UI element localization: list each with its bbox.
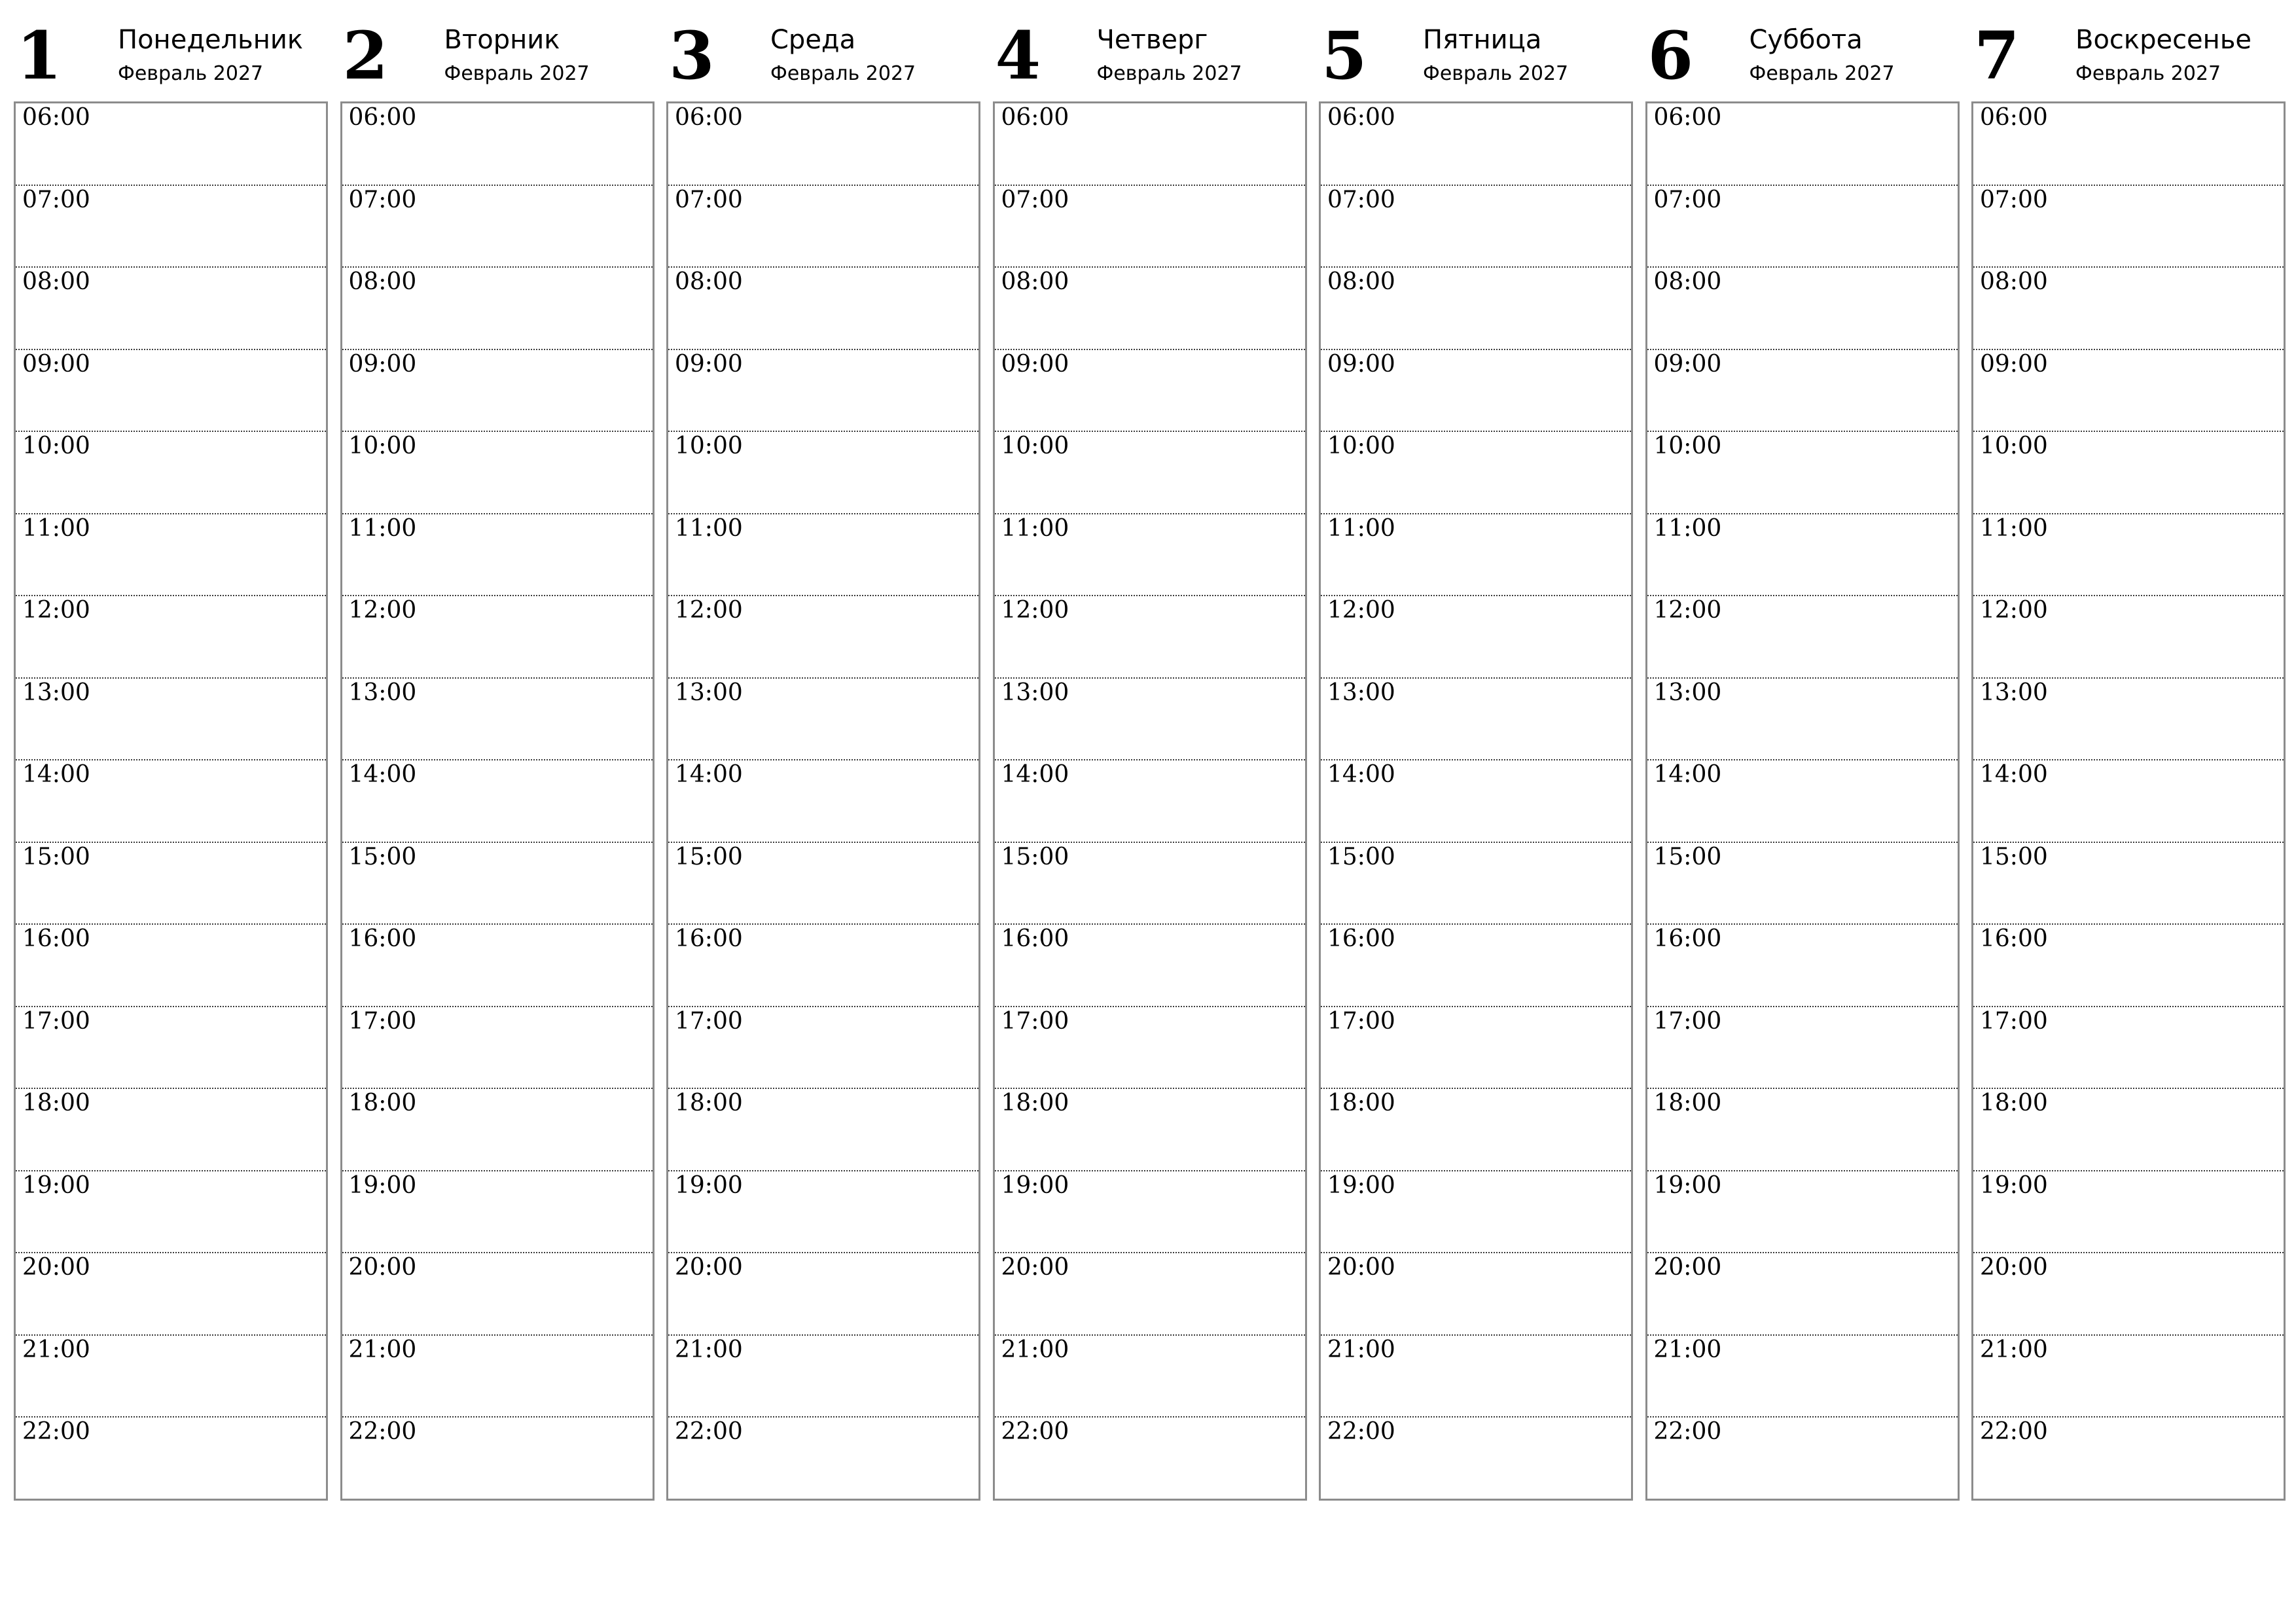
- hour-label: 17:00: [1980, 1007, 2048, 1035]
- hour-slot[interactable]: [995, 103, 1305, 186]
- hour-label: 20:00: [1001, 1254, 1069, 1281]
- hour-label: 07:00: [1980, 186, 2048, 213]
- day-number: 2: [342, 17, 389, 94]
- hour-slot[interactable]: [995, 350, 1305, 433]
- hour-label: 20:00: [675, 1254, 743, 1281]
- hour-label: 15:00: [348, 843, 417, 870]
- hour-label: 11:00: [1980, 514, 2048, 542]
- day-column: [993, 0, 1307, 1505]
- hour-slot[interactable]: [1647, 596, 1958, 679]
- hour-label: 07:00: [675, 186, 743, 213]
- hour-grid: [1971, 101, 2286, 1501]
- hour-label: 08:00: [348, 268, 417, 295]
- hour-label: 12:00: [1980, 597, 2048, 624]
- day-month-label: Февраль 2027: [1749, 62, 1895, 85]
- day-column: [340, 0, 655, 1505]
- hour-label: 16:00: [1001, 925, 1069, 952]
- hour-label: 09:00: [1653, 350, 1722, 378]
- hour-slot[interactable]: [995, 1336, 1305, 1418]
- hour-slot[interactable]: [1973, 103, 2284, 186]
- hour-slot[interactable]: [1321, 350, 1631, 433]
- hour-slot[interactable]: [668, 679, 978, 761]
- hour-slot[interactable]: [668, 186, 978, 268]
- hour-slot[interactable]: [995, 432, 1305, 514]
- hour-slot[interactable]: [1647, 843, 1958, 925]
- hour-slot[interactable]: [342, 1089, 653, 1171]
- hour-slot[interactable]: [668, 760, 978, 843]
- hour-label: 21:00: [1327, 1336, 1395, 1363]
- hour-slot[interactable]: [342, 350, 653, 433]
- day-month-label: Февраль 2027: [2075, 62, 2221, 85]
- hour-grid: [340, 101, 655, 1501]
- hour-label: 10:00: [1001, 433, 1069, 459]
- hour-label: 14:00: [1327, 761, 1395, 788]
- hour-slot[interactable]: [1321, 1171, 1631, 1254]
- hour-label: 10:00: [1653, 433, 1722, 459]
- hour-slot[interactable]: [995, 1253, 1305, 1336]
- hour-slot[interactable]: [1647, 1418, 1958, 1500]
- hour-label: 15:00: [1001, 843, 1069, 870]
- hour-label: 17:00: [1653, 1007, 1722, 1035]
- day-name: Пятница: [1423, 25, 1542, 55]
- hour-slot[interactable]: [1973, 1336, 2284, 1418]
- hour-slot[interactable]: [995, 1007, 1305, 1090]
- hour-label: 14:00: [1980, 761, 2048, 788]
- hour-label: 09:00: [1980, 350, 2048, 378]
- hour-label: 18:00: [22, 1090, 90, 1116]
- hour-slot[interactable]: [1321, 103, 1631, 186]
- hour-label: 16:00: [1980, 925, 2048, 952]
- hour-label: 15:00: [1980, 843, 2048, 870]
- day-name: Вторник: [444, 25, 560, 55]
- day-number: 6: [1647, 17, 1694, 94]
- hour-slot[interactable]: [342, 925, 653, 1007]
- hour-label: 18:00: [1001, 1090, 1069, 1116]
- hour-slot[interactable]: [668, 1336, 978, 1418]
- hour-label: 13:00: [1653, 679, 1722, 706]
- hour-label: 16:00: [1653, 925, 1722, 952]
- hour-slot[interactable]: [1647, 432, 1958, 514]
- hour-slot[interactable]: [1973, 679, 2284, 761]
- hour-label: 10:00: [348, 433, 417, 459]
- hour-label: 15:00: [1653, 843, 1722, 870]
- hour-label: 22:00: [1327, 1418, 1395, 1445]
- hour-label: 10:00: [1980, 433, 2048, 459]
- hour-slot[interactable]: [1973, 268, 2284, 350]
- hour-label: 17:00: [1001, 1007, 1069, 1035]
- day-column: [1971, 0, 2286, 1505]
- hour-slot[interactable]: [16, 1007, 326, 1090]
- hour-slot[interactable]: [342, 1007, 653, 1090]
- hour-grid: [1319, 101, 1633, 1501]
- hour-label: 08:00: [1327, 268, 1395, 295]
- hour-label: 19:00: [1001, 1171, 1069, 1199]
- hour-slot[interactable]: [995, 843, 1305, 925]
- hour-slot[interactable]: [1973, 760, 2284, 843]
- hour-label: 20:00: [1980, 1254, 2048, 1281]
- hour-label: 21:00: [1001, 1336, 1069, 1363]
- hour-slot[interactable]: [342, 432, 653, 514]
- hour-slot[interactable]: [995, 268, 1305, 350]
- day-name: Суббота: [1749, 25, 1863, 55]
- hour-slot[interactable]: [668, 843, 978, 925]
- hour-slot[interactable]: [342, 103, 653, 186]
- hour-label: 17:00: [348, 1007, 417, 1035]
- hour-label: 19:00: [1653, 1171, 1722, 1199]
- hour-slot[interactable]: [1321, 1253, 1631, 1336]
- day-number: 4: [995, 17, 1041, 94]
- day-column: [1319, 0, 1633, 1505]
- hour-slot[interactable]: [342, 1171, 653, 1254]
- hour-slot[interactable]: [342, 1418, 653, 1500]
- hour-label: 10:00: [22, 433, 90, 459]
- hour-label: 07:00: [1653, 186, 1722, 213]
- day-column: [14, 0, 328, 1505]
- hour-label: 13:00: [348, 679, 417, 706]
- hour-label: 14:00: [22, 761, 90, 788]
- hour-slot[interactable]: [668, 1171, 978, 1254]
- hour-label: 10:00: [675, 433, 743, 459]
- hour-label: 12:00: [348, 597, 417, 624]
- hour-label: 13:00: [675, 679, 743, 706]
- hour-slot[interactable]: [1321, 186, 1631, 268]
- hour-label: 20:00: [22, 1254, 90, 1281]
- day-number: 5: [1321, 17, 1367, 94]
- hour-slot[interactable]: [1321, 1007, 1631, 1090]
- hour-label: 11:00: [1327, 514, 1395, 542]
- hour-label: 13:00: [1327, 679, 1395, 706]
- hour-label: 16:00: [348, 925, 417, 952]
- hour-slot[interactable]: [16, 1171, 326, 1254]
- hour-label: 08:00: [1653, 268, 1722, 295]
- hour-label: 18:00: [348, 1090, 417, 1116]
- day-number: 3: [669, 17, 715, 94]
- hour-slot[interactable]: [668, 432, 978, 514]
- hour-label: 21:00: [675, 1336, 743, 1363]
- hour-label: 14:00: [348, 761, 417, 788]
- day-column: [1645, 0, 1960, 1505]
- hour-slot[interactable]: [1647, 186, 1958, 268]
- hour-slot[interactable]: [16, 1253, 326, 1336]
- hour-slot[interactable]: [1973, 925, 2284, 1007]
- hour-label: 07:00: [348, 186, 417, 213]
- hour-slot[interactable]: [668, 1089, 978, 1171]
- hour-label: 16:00: [675, 925, 743, 952]
- hour-label: 21:00: [1980, 1336, 2048, 1363]
- hour-label: 08:00: [1001, 268, 1069, 295]
- hour-slot[interactable]: [1647, 1171, 1958, 1254]
- hour-slot[interactable]: [342, 596, 653, 679]
- hour-slot[interactable]: [342, 679, 653, 761]
- hour-label: 15:00: [1327, 843, 1395, 870]
- hour-label: 06:00: [22, 104, 90, 131]
- hour-label: 06:00: [1327, 104, 1395, 131]
- hour-label: 22:00: [1980, 1418, 2048, 1445]
- hour-label: 12:00: [1327, 597, 1395, 624]
- hour-label: 17:00: [675, 1007, 743, 1035]
- hour-label: 07:00: [1327, 186, 1395, 213]
- hour-label: 14:00: [675, 761, 743, 788]
- day-name: Воскресенье: [2075, 25, 2252, 55]
- hour-slot[interactable]: [16, 1089, 326, 1171]
- hour-label: 21:00: [1653, 1336, 1722, 1363]
- hour-label: 12:00: [1001, 597, 1069, 624]
- hour-label: 07:00: [22, 186, 90, 213]
- hour-label: 13:00: [1001, 679, 1069, 706]
- hour-label: 22:00: [1653, 1418, 1722, 1445]
- day-number: 7: [1974, 17, 2020, 94]
- hour-label: 12:00: [22, 597, 90, 624]
- hour-slot[interactable]: [1647, 1253, 1958, 1336]
- hour-slot[interactable]: [1647, 350, 1958, 433]
- day-month-label: Февраль 2027: [118, 62, 264, 85]
- hour-label: 09:00: [675, 350, 743, 378]
- hour-label: 18:00: [1653, 1090, 1722, 1116]
- hour-slot[interactable]: [16, 1418, 326, 1500]
- hour-slot[interactable]: [16, 103, 326, 186]
- hour-slot[interactable]: [1321, 268, 1631, 350]
- hour-slot[interactable]: [1321, 760, 1631, 843]
- hour-label: 10:00: [1327, 433, 1395, 459]
- hour-slot[interactable]: [16, 514, 326, 597]
- hour-label: 14:00: [1653, 761, 1722, 788]
- hour-label: 19:00: [1980, 1171, 2048, 1199]
- hour-slot[interactable]: [668, 514, 978, 597]
- hour-slot[interactable]: [1647, 103, 1958, 186]
- hour-slot[interactable]: [668, 1007, 978, 1090]
- hour-slot[interactable]: [342, 186, 653, 268]
- hour-label: 20:00: [1653, 1254, 1722, 1281]
- hour-label: 19:00: [1327, 1171, 1395, 1199]
- hour-label: 18:00: [1327, 1090, 1395, 1116]
- day-month-label: Февраль 2027: [444, 62, 590, 85]
- hour-slot[interactable]: [1647, 760, 1958, 843]
- hour-label: 08:00: [675, 268, 743, 295]
- hour-slot[interactable]: [995, 1418, 1305, 1500]
- hour-slot[interactable]: [16, 843, 326, 925]
- hour-slot[interactable]: [1973, 1171, 2284, 1254]
- hour-label: 13:00: [22, 679, 90, 706]
- hour-label: 06:00: [348, 104, 417, 131]
- hour-slot[interactable]: [1647, 1336, 1958, 1418]
- hour-slot[interactable]: [1973, 1253, 2284, 1336]
- hour-slot[interactable]: [668, 268, 978, 350]
- hour-slot[interactable]: [668, 596, 978, 679]
- hour-label: 07:00: [1001, 186, 1069, 213]
- hour-slot[interactable]: [668, 1418, 978, 1500]
- hour-label: 19:00: [348, 1171, 417, 1199]
- hour-label: 08:00: [22, 268, 90, 295]
- hour-label: 06:00: [675, 104, 743, 131]
- hour-slot[interactable]: [1973, 1418, 2284, 1500]
- hour-label: 22:00: [348, 1418, 417, 1445]
- hour-slot[interactable]: [1973, 1007, 2284, 1090]
- hour-label: 11:00: [1001, 514, 1069, 542]
- hour-label: 18:00: [675, 1090, 743, 1116]
- hour-label: 20:00: [1327, 1254, 1395, 1281]
- day-month-label: Февраль 2027: [770, 62, 916, 85]
- hour-label: 22:00: [22, 1418, 90, 1445]
- day-name: Понедельник: [118, 25, 304, 55]
- hour-label: 09:00: [348, 350, 417, 378]
- hour-slot[interactable]: [1647, 268, 1958, 350]
- hour-slot[interactable]: [1321, 432, 1631, 514]
- hour-slot[interactable]: [668, 350, 978, 433]
- hour-slot[interactable]: [1321, 925, 1631, 1007]
- hour-grid: [14, 101, 328, 1501]
- hour-label: 21:00: [22, 1336, 90, 1363]
- hour-label: 22:00: [1001, 1418, 1069, 1445]
- hour-label: 06:00: [1001, 104, 1069, 131]
- day-name: Среда: [770, 25, 856, 55]
- hour-label: 22:00: [675, 1418, 743, 1445]
- hour-label: 16:00: [22, 925, 90, 952]
- hour-slot[interactable]: [1647, 514, 1958, 597]
- hour-slot[interactable]: [995, 596, 1305, 679]
- hour-slot[interactable]: [16, 268, 326, 350]
- hour-slot[interactable]: [1973, 514, 2284, 597]
- day-month-label: Февраль 2027: [1423, 62, 1569, 85]
- hour-slot[interactable]: [342, 1336, 653, 1418]
- hour-slot[interactable]: [342, 760, 653, 843]
- hour-slot[interactable]: [1647, 679, 1958, 761]
- hour-slot[interactable]: [1647, 1089, 1958, 1171]
- hour-label: 09:00: [1001, 350, 1069, 378]
- hour-slot[interactable]: [1973, 350, 2284, 433]
- hour-slot[interactable]: [342, 1253, 653, 1336]
- hour-slot[interactable]: [16, 925, 326, 1007]
- hour-label: 11:00: [348, 514, 417, 542]
- hour-slot[interactable]: [16, 760, 326, 843]
- hour-label: 19:00: [675, 1171, 743, 1199]
- hour-slot[interactable]: [995, 925, 1305, 1007]
- hour-grid: [1645, 101, 1960, 1501]
- hour-slot[interactable]: [1973, 186, 2284, 268]
- hour-label: 13:00: [1980, 679, 2048, 706]
- hour-slot[interactable]: [342, 514, 653, 597]
- hour-label: 12:00: [1653, 597, 1722, 624]
- hour-slot[interactable]: [995, 1089, 1305, 1171]
- hour-label: 09:00: [1327, 350, 1395, 378]
- hour-slot[interactable]: [1321, 596, 1631, 679]
- hour-slot[interactable]: [668, 1253, 978, 1336]
- hour-slot[interactable]: [342, 843, 653, 925]
- hour-slot[interactable]: [16, 186, 326, 268]
- hour-slot[interactable]: [668, 925, 978, 1007]
- hour-slot[interactable]: [16, 596, 326, 679]
- hour-slot[interactable]: [1973, 596, 2284, 679]
- hour-slot[interactable]: [995, 514, 1305, 597]
- hour-slot[interactable]: [1647, 1007, 1958, 1090]
- hour-label: 06:00: [1653, 104, 1722, 131]
- hour-slot[interactable]: [16, 432, 326, 514]
- hour-label: 21:00: [348, 1336, 417, 1363]
- hour-label: 15:00: [675, 843, 743, 870]
- hour-slot[interactable]: [995, 1171, 1305, 1254]
- hour-slot[interactable]: [1321, 514, 1631, 597]
- hour-slot[interactable]: [16, 350, 326, 433]
- hour-label: 08:00: [1980, 268, 2048, 295]
- hour-label: 16:00: [1327, 925, 1395, 952]
- hour-slot[interactable]: [342, 268, 653, 350]
- day-number: 1: [16, 17, 62, 94]
- hour-slot[interactable]: [1321, 1418, 1631, 1500]
- hour-label: 14:00: [1001, 761, 1069, 788]
- hour-label: 15:00: [22, 843, 90, 870]
- hour-label: 19:00: [22, 1171, 90, 1199]
- hour-slot[interactable]: [1973, 1089, 2284, 1171]
- hour-label: 12:00: [675, 597, 743, 624]
- hour-grid: [666, 101, 980, 1501]
- hour-slot[interactable]: [1321, 1336, 1631, 1418]
- hour-slot[interactable]: [1321, 843, 1631, 925]
- hour-slot[interactable]: [1973, 843, 2284, 925]
- hour-slot[interactable]: [1973, 432, 2284, 514]
- hour-slot[interactable]: [16, 679, 326, 761]
- hour-slot[interactable]: [1647, 925, 1958, 1007]
- hour-label: 11:00: [22, 514, 90, 542]
- hour-slot[interactable]: [995, 679, 1305, 761]
- hour-slot[interactable]: [1321, 679, 1631, 761]
- day-name: Четверг: [1096, 25, 1208, 55]
- hour-grid: [993, 101, 1307, 1501]
- hour-label: 17:00: [1327, 1007, 1395, 1035]
- hour-label: 06:00: [1980, 104, 2048, 131]
- hour-label: 11:00: [675, 514, 743, 542]
- hour-label: 18:00: [1980, 1090, 2048, 1116]
- hour-slot[interactable]: [995, 760, 1305, 843]
- day-month-label: Февраль 2027: [1096, 62, 1242, 85]
- hour-slot[interactable]: [1321, 1089, 1631, 1171]
- hour-label: 09:00: [22, 350, 90, 378]
- hour-label: 20:00: [348, 1254, 417, 1281]
- hour-slot[interactable]: [995, 186, 1305, 268]
- hour-slot[interactable]: [668, 103, 978, 186]
- day-column: [666, 0, 980, 1505]
- hour-label: 11:00: [1653, 514, 1722, 542]
- hour-slot[interactable]: [16, 1336, 326, 1418]
- hour-label: 17:00: [22, 1007, 90, 1035]
